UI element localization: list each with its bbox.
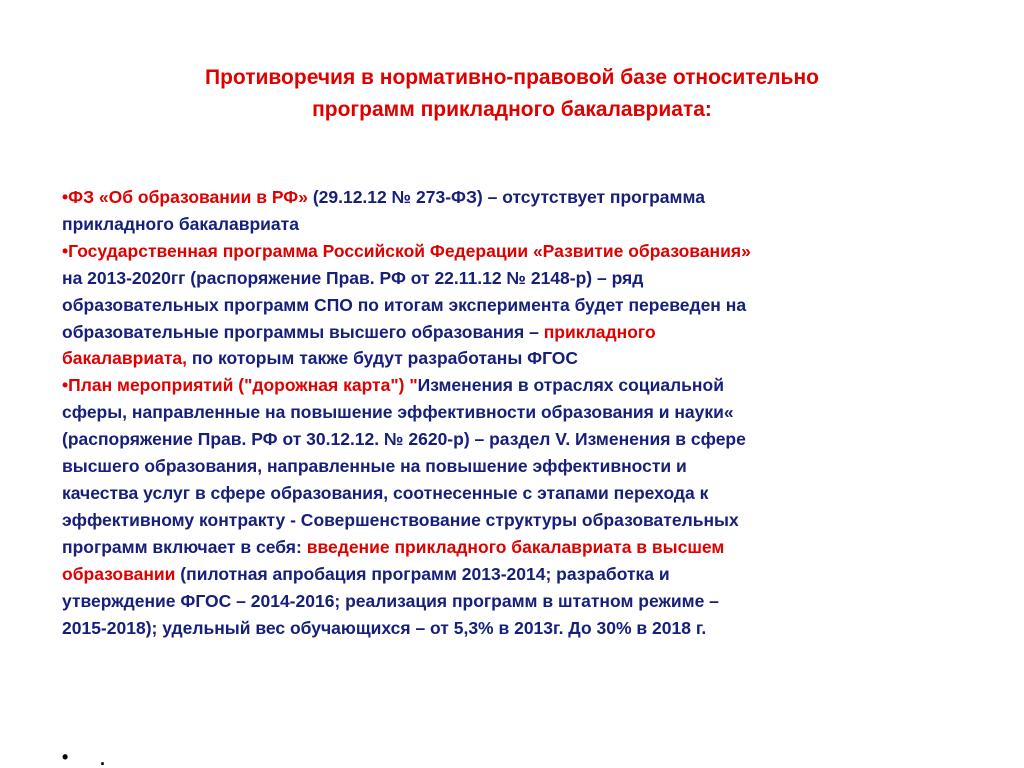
item-2-line-3: образовательных программ СПО по итогам эксперимента будет переведен на (62, 294, 747, 315)
item-3-line-8 (62, 561, 968, 588)
title-line-1: Противоречия в нормативно-правовой базе относительно (205, 66, 819, 89)
title-line-2: программ прикладного бакалавриата: (312, 98, 712, 121)
item-2-lead: Государственная программа Российской Федерации «Развитие образования» (68, 240, 751, 261)
item-3-line-2: сферы, направленные на повышение эффективности образования и науки« (62, 402, 734, 423)
item-2-line-2: на 2013-2020гг (распоряжение Прав. РФ от 22.11.12 № 2148-р) – ряд (62, 267, 644, 288)
item-3-text: Изменения в отраслях социальной (417, 375, 724, 396)
item-2-highlight-1: прикладного (543, 321, 656, 342)
item-3-lead: План мероприятий ("дорожная карта") " (68, 375, 418, 396)
item-3-line-3: (распоряжение Прав. РФ от 30.12.12. № 2620-р) – раздел V. Изменения в сфере (62, 429, 746, 450)
item-3-line-7-text: программ включает в себя: (62, 536, 307, 557)
item-1-lead: ФЗ «Об образовании в РФ» (68, 187, 308, 207)
item-3-line-7 (62, 534, 968, 561)
item-3-line-5: качества услуг в сфере образования, соотнесенные с этапами перехода к (62, 482, 709, 503)
item-3-line-1 (62, 372, 968, 399)
stray-period-mark: . (100, 749, 106, 768)
item-2-line-1 (62, 238, 968, 265)
item-1-text: (29.12.12 № 273-ФЗ) – отсутствует программа (307, 187, 705, 207)
item-2-highlight-2: бакалавриата, (62, 348, 187, 369)
item-3-line-4: высшего образования, направленные на повышение эффективности и (62, 456, 687, 477)
item-1-line-1 (62, 184, 968, 211)
stray-bullet-mark: • (62, 747, 69, 767)
slide-title (60, 62, 964, 126)
slide-body (62, 184, 968, 641)
item-3-highlight-1: введение прикладного бакалавриата в высшем (306, 536, 725, 557)
bullet-1: • (62, 187, 69, 207)
bullet-3: • (62, 375, 69, 396)
item-1-line-2: прикладного бакалавриата (62, 213, 299, 234)
item-2-line-4 (62, 319, 968, 346)
item-2-line-5 (62, 345, 968, 372)
item-3-line-10: 2015-2018); удельный вес обучающихся – от 5,3% в 2013г. До 30% в 2018 г. (62, 617, 707, 638)
item-2-line-4-text: образовательные программы высшего образования – (62, 321, 544, 342)
item-3-line-6: эффективному контракту - Совершенствование структуры образовательных (62, 509, 739, 530)
item-3-line-8-text: (пилотная апробация программ 2013-2014; разработка и (175, 563, 670, 584)
item-2-line-5-text: по которым также будут разработаны ФГОС (187, 348, 579, 369)
bullet-2: • (62, 240, 69, 261)
item-3-highlight-2: образовании (62, 563, 176, 584)
item-3-line-9: утверждение ФГОС – 2014-2016; реализация программ в штатном режиме – (62, 590, 719, 611)
